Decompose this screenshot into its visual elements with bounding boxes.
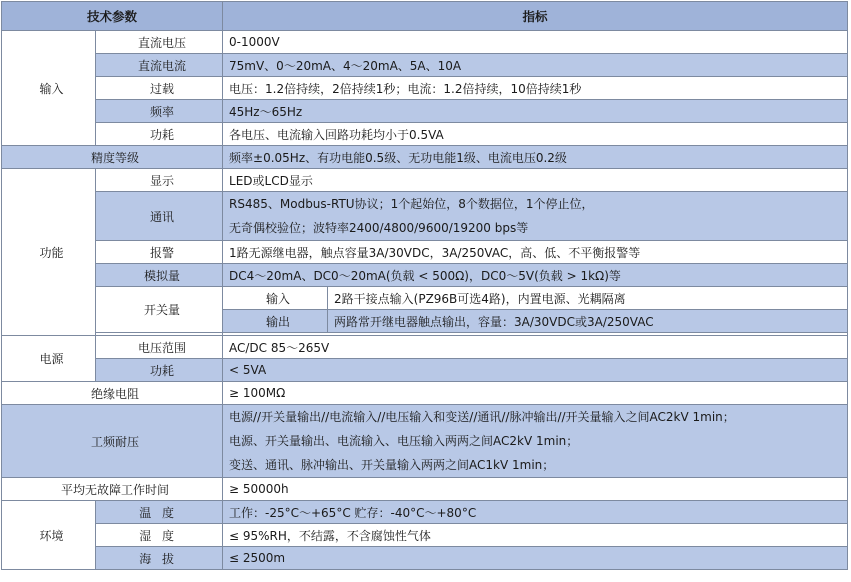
table-row [2, 54, 848, 77]
table-row [2, 524, 848, 547]
accuracy-label: 精度等级 [2, 146, 223, 169]
param-name: 直流电流 [96, 54, 223, 77]
insulation-label: 绝缘电阻 [2, 382, 223, 405]
param-value: < 5VA [223, 359, 848, 382]
accuracy-value: 频率±0.05Hz、有功电能0.5级、无功电能1级、电流电压0.2级 [223, 146, 848, 169]
withstand-line-2: 电源、开关量输出、电流输入、电压输入两两之间AC2kV 1min； [229, 434, 579, 448]
param-name: 频率 [96, 100, 223, 123]
table-row [2, 169, 848, 192]
withstand-value [223, 405, 848, 478]
param-value: 各电压、电流输入回路功耗均小于0.5VA [223, 123, 848, 146]
param-name: 温度 [96, 501, 223, 524]
table-row [2, 31, 848, 54]
sub-param-name: 输入 [223, 287, 328, 310]
table-row [2, 123, 848, 146]
insulation-value: ≥ 100MΩ [223, 382, 848, 405]
group-input-label: 输入 [2, 31, 96, 146]
param-value: ≤ 95%RH，不结露，不含腐蚀性气体 [223, 524, 848, 547]
param-value: 75mV、0～20mA、4～20mA、5A、10A [223, 54, 848, 77]
table-row [2, 77, 848, 100]
param-name: 通讯 [96, 192, 223, 241]
spec-table [1, 1, 848, 570]
withstand-line-1: 电源//开关量输出//电流输入//电压输入和变送//通讯//脉冲输出//开关量输入之间AC2kV 1min； [229, 410, 735, 424]
param-value: 两路常开继电器触点输出，容量：3A/30VDC或3A/250VAC [328, 310, 848, 333]
param-name: 报警 [96, 241, 223, 264]
param-name: 开关量 [96, 287, 223, 333]
table-row [2, 382, 848, 405]
table-row [2, 192, 848, 241]
param-value: 45Hz～65Hz [223, 100, 848, 123]
table-row [2, 264, 848, 287]
table-row [2, 287, 848, 310]
table-row [2, 405, 848, 478]
param-name: 功耗 [96, 359, 223, 382]
param-value: 1路无源继电器，触点容量3A/30VDC，3A/250VAC，高、低、不平衡报警等 [223, 241, 848, 264]
param-value [223, 192, 848, 241]
table-row [2, 359, 848, 382]
param-name: 湿度 [96, 524, 223, 547]
param-value: 2路干接点输入(PZ96B可选4路)，内置电源、光耦隔离 [328, 287, 848, 310]
table-row [2, 241, 848, 264]
param-value: ≤ 2500m [223, 547, 848, 570]
mtbf-value: ≥ 50000h [223, 478, 848, 501]
param-name: 海拔 [96, 547, 223, 570]
header-spec: 指标 [223, 2, 848, 31]
param-value: 工作：-25°C～+65°C 贮存：-40°C～+80°C [223, 501, 848, 524]
param-name: 功耗 [96, 123, 223, 146]
param-value: 0-1000V [223, 31, 848, 54]
group-function-label: 功能 [2, 169, 96, 336]
header-param: 技术参数 [2, 2, 223, 31]
param-value: 电压：1.2倍持续，2倍持续1秒；电流：1.2倍持续，10倍持续1秒 [223, 77, 848, 100]
sub-param-name: 输出 [223, 310, 328, 333]
mtbf-label: 平均无故障工作时间 [2, 478, 223, 501]
comm-line-2: 无奇偶校验位；波特率2400/4800/9600/19200 bps等 [229, 221, 529, 235]
param-name: 模拟量 [96, 264, 223, 287]
param-value: DC4～20mA、DC0～20mA(负载 < 500Ω)，DC0～5V(负载 > 1kΩ)等 [223, 264, 848, 287]
group-power-label: 电源 [2, 336, 96, 382]
param-name: 显示 [96, 169, 223, 192]
param-name: 直流电压 [96, 31, 223, 54]
table-row [2, 547, 848, 570]
withstand-label: 工频耐压 [2, 405, 223, 478]
table-row [2, 478, 848, 501]
table-row [2, 100, 848, 123]
table-row [2, 501, 848, 524]
group-environment-label: 环境 [2, 501, 96, 570]
param-name: 过载 [96, 77, 223, 100]
withstand-line-3: 变送、通讯、脉冲输出、开关量输入两两之间AC1kV 1min； [229, 458, 555, 472]
table-row [2, 146, 848, 169]
comm-line-1: RS485、Modbus-RTU协议；1个起始位，8个数据位，1个停止位， [229, 197, 594, 211]
header-row [2, 2, 848, 31]
param-value: AC/DC 85～265V [223, 336, 848, 359]
table-row [2, 336, 848, 359]
param-name: 电压范围 [96, 336, 223, 359]
param-value: LED或LCD显示 [223, 169, 848, 192]
